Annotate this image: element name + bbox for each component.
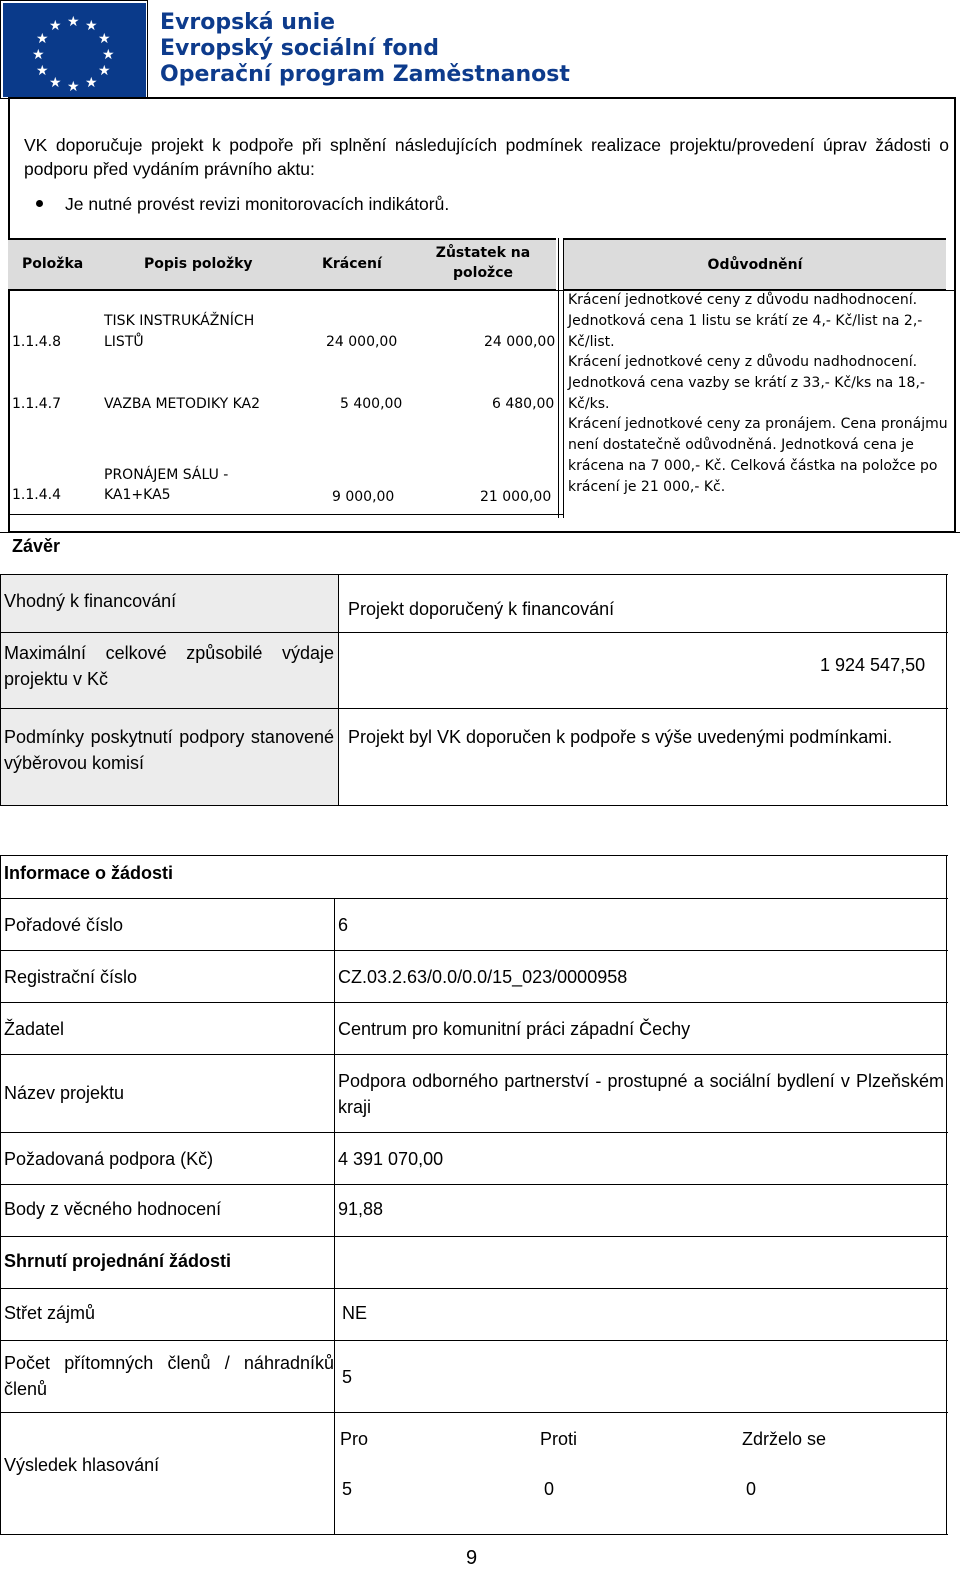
members-label: Počet přítomných členů / náhradníků členů: [4, 1353, 334, 1399]
intro-text: VK doporučuje projekt k podpoře při splnění následujících podmínek realizace projektu/provedení úprav žádosti o podporu před vydáním právního aktu:: [24, 135, 949, 179]
conflict-label: Střet zájmů: [4, 1303, 96, 1323]
reductions-header-reason: [564, 238, 946, 290]
suitable-value: Projekt doporučený k financování: [348, 599, 615, 619]
eu-logo: [0, 0, 148, 99]
support-label: Požadovaná podpora (Kč): [4, 1149, 214, 1169]
row1-item: 1.1.4.8: [12, 334, 61, 350]
intro-bullet: [36, 192, 449, 216]
max-costs-label: Maximální celkové způsobilé výdaje projektu v Kč: [4, 643, 334, 689]
vote-pro-value: 5: [342, 1479, 353, 1499]
row1-desc-1: TISK INSTRUKÁŽNÍCH: [104, 313, 255, 329]
vote-con-value: 0: [544, 1479, 555, 1499]
header-desc: Popis položky: [144, 256, 253, 272]
row3-desc-2: KA1+KA5: [104, 487, 171, 503]
vote-abs-label: Zdrželo se: [742, 1429, 827, 1449]
members-value: 5: [342, 1367, 353, 1387]
points-label: Body z věcného hodnocení: [4, 1199, 222, 1219]
order-value: 6: [338, 915, 349, 935]
header-cut: Krácení: [322, 256, 382, 272]
row1-desc-2: LISTŮ: [104, 334, 144, 350]
row2-reason: Krácení jednotkové ceny z důvodu nadhodnocení. Jednotková cena vazby se krátí z 33,- Kč/ks na 18,- Kč/ks.: [568, 354, 925, 412]
header-line-3: Operační program Zaměstnanost: [160, 62, 570, 87]
project-value: Podpora odborného partnerství - prostupné a sociální bydlení v Plzeňském kraji: [338, 1071, 944, 1117]
row2-item: 1.1.4.7: [12, 396, 61, 412]
info-title: Informace o žádosti: [4, 863, 174, 883]
order-label: Pořadové číslo: [4, 915, 124, 935]
conditions-value: Projekt byl VK doporučen k podpoře s výše uvedenými podmínkami.: [348, 727, 893, 747]
header-item: Položka: [22, 256, 84, 272]
header-line-1: Evropská unie: [160, 10, 336, 35]
header-line-2: Evropský sociální fond: [160, 36, 439, 61]
page-number: 9: [466, 1547, 478, 1569]
row1-remaining: 24 000,00: [484, 334, 556, 350]
applicant-label: Žadatel: [4, 1019, 65, 1039]
header-reason: Odůvodnění: [707, 256, 803, 273]
summary-title: Shrnutí projednání žádosti: [4, 1251, 232, 1271]
bullet-icon: [36, 200, 43, 207]
row3-cut: 9 000,00: [332, 489, 395, 505]
row3-item: 1.1.4.4: [12, 487, 61, 503]
points-value: 91,88: [338, 1199, 384, 1219]
vote-con-label: Proti: [540, 1429, 578, 1449]
row2-cut: 5 400,00: [340, 396, 403, 412]
header-remaining: Zůstatek na položce: [435, 245, 531, 281]
row1-reason: Krácení jednotkové ceny z důvodu nadhodnocení. Jednotková cena 1 listu se krátí ze 4,- Kč/list na 2,- Kč/list.: [568, 292, 923, 350]
eu-flag-icon: ★ ★ ★ ★ ★ ★ ★ ★ ★ ★ ★ ★: [3, 3, 146, 97]
suitable-label: Vhodný k financování: [4, 591, 177, 611]
row2-remaining: 6 480,00: [492, 396, 555, 412]
row3-remaining: 21 000,00: [480, 489, 552, 505]
max-costs-value: 1 924 547,50: [820, 655, 926, 675]
row1-cut: 24 000,00: [326, 334, 398, 350]
conflict-value: NE: [342, 1303, 368, 1323]
vote-pro-label: Pro: [340, 1429, 369, 1449]
reg-value: CZ.03.2.63/0.0/0.0/15_023/0000958: [338, 967, 628, 987]
support-value: 4 391 070,00: [338, 1149, 444, 1169]
vote-label: Výsledek hlasování: [4, 1455, 160, 1475]
row2-desc: VAZBA METODIKY KA2: [104, 396, 260, 412]
row3-desc-1: PRONÁJEM SÁLU -: [104, 467, 229, 483]
row3-reason: Krácení jednotkové ceny za pronájem. Cena pronájmu není dostatečně odůvodněná. Jednotková cena je krácena na 7 000,- Kč. Celková částka na položce po krácení je 21 000,- Kč.: [568, 416, 948, 495]
bullet-text: Je nutné provést revizi monitorovacích indikátorů.: [65, 194, 450, 214]
project-label: Název projektu: [4, 1083, 125, 1103]
vote-abs-value: 0: [746, 1479, 757, 1499]
conditions-label: Podmínky poskytnutí podpory stanovené výběrovou komisí: [4, 727, 334, 773]
conclusion-title: Závěr: [12, 536, 61, 556]
reg-label: Registrační číslo: [4, 967, 138, 987]
applicant-value: Centrum pro komunitní práci západní Čechy: [338, 1019, 691, 1039]
